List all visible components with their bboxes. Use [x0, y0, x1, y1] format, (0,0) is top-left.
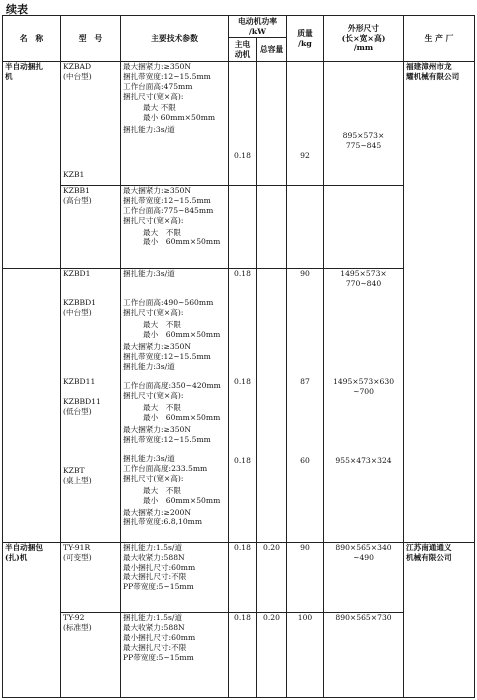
params-cell — [121, 613, 229, 698]
header-power-total: 总容量 — [257, 38, 287, 62]
model-text: TY-92 (标准型) — [63, 613, 92, 633]
param-block — [123, 403, 226, 423]
model-cell — [61, 268, 121, 542]
param-line: 最大 不限 — [143, 320, 181, 330]
param-line: 捆扎能力:1.5s/道 — [123, 542, 183, 552]
maker-cell: 江苏南通通义 机械有限公司 — [404, 542, 475, 697]
model-text: KZBD1 KZBBD1 (中台型) KZBD11 KZBBD11 (低台型) KZBT (桌上型) — [63, 268, 101, 485]
model-cell — [61, 613, 121, 698]
dims-cell: 890×565×340 ~490 — [324, 542, 404, 612]
main-power-cell: 0.18 — [229, 542, 257, 612]
param-block — [123, 486, 226, 506]
param-line: PP带宽度:5~15mm — [123, 582, 194, 592]
maker-cell: 福建漳州市龙 耀机械有限公司 — [404, 62, 475, 543]
main-power-cell — [229, 186, 257, 269]
total-power-cell: 0.20 — [257, 542, 287, 612]
param-line: 最小 60mm×50mm — [143, 495, 221, 505]
param-line — [123, 279, 226, 289]
header-power: 电动机功率 /kW — [229, 16, 287, 38]
params-cell — [121, 186, 229, 269]
params-cell — [121, 268, 229, 542]
total-power-cell: 0.20 — [257, 613, 287, 698]
param-block — [123, 228, 226, 248]
main-power-cell: 0.18 — [229, 62, 257, 186]
dims-cell: 895×573× 775~845 — [324, 62, 404, 186]
product-name-cell: 半自动捆扎 机 — [3, 62, 61, 269]
model-text: TY-91R (可变型) — [63, 542, 92, 562]
param-line: 最小捆扎尺寸:60mm — [123, 562, 196, 572]
mass-cell: 90 87 60 — [287, 268, 324, 542]
header-name: 名 称 — [3, 16, 61, 62]
param-line: 捆扎能力:3s/道 — [123, 125, 175, 135]
param-line: 最大 不限 — [143, 402, 181, 412]
total-power-cell — [257, 268, 287, 542]
params-cell — [121, 62, 229, 186]
param-line: 最大 不限 — [143, 485, 181, 495]
param-block — [123, 508, 226, 528]
param-line: 最小 60mm×50mm — [143, 329, 221, 339]
mass-cell: 90 — [287, 542, 324, 612]
header-mass: 质量 /kg — [287, 16, 324, 62]
model-text: KZBAD (中台型) — [63, 62, 92, 81]
model-cell — [61, 186, 121, 269]
param-block — [123, 425, 226, 484]
param-line: 捆扎带宽度:12~15.5mm — [123, 195, 211, 205]
param-line: 最大收紧力:588N — [123, 552, 185, 562]
param-line: 最小 60mm×50mm — [143, 113, 216, 123]
table-row — [3, 542, 475, 612]
param-line: 捆扎带宽度:12~15.5mm — [123, 434, 211, 444]
param-block — [123, 320, 226, 340]
param-line: 捆扎尺寸(宽×高): — [123, 308, 184, 318]
param-line: 捆扎尺寸(宽×高): — [123, 91, 184, 101]
model-text: KZB1 — [63, 170, 85, 180]
header-model: 型 号 — [61, 16, 121, 62]
total-power-cell — [257, 186, 287, 269]
param-line: 最小 60mm×50mm — [143, 412, 221, 422]
param-line: 最大 不限 — [143, 227, 181, 237]
param-line: 最大捆紧力:≥350N — [123, 341, 192, 351]
param-line: 捆扎带宽度:12~15.5mm — [123, 351, 211, 361]
model-cell — [61, 542, 121, 612]
main-power-cell: 0.18 0.18 0.18 — [229, 268, 257, 542]
mass-cell: 100 — [287, 613, 324, 698]
param-block — [123, 125, 226, 135]
param-line: 工作台面高度:233.5mm — [123, 464, 208, 474]
param-line: 最大捆紧力:≥350N — [123, 424, 192, 434]
param-block — [123, 543, 226, 592]
param-block — [123, 103, 226, 123]
param-line: 工作台面高:475mm — [123, 81, 193, 91]
model-text: KZBB1 (高台型) — [63, 186, 92, 205]
table-row — [3, 62, 475, 186]
param-line: 捆扎能力:1.5s/道 — [123, 613, 183, 623]
dims-cell: 1495×573× 770~840 1495×573×630 ~700 955×473×324 — [324, 268, 404, 542]
param-line — [123, 289, 226, 299]
model-cell — [61, 62, 121, 186]
param-line: 捆扎能力:3s/道 — [123, 361, 175, 371]
param-line: 最大捆扎尺寸:不限 — [123, 642, 187, 652]
total-power-cell — [257, 62, 287, 186]
param-line: 捆扎能力:3s/道 — [123, 268, 175, 278]
param-line: 最大 不限 — [143, 103, 176, 113]
mass-cell — [287, 186, 324, 269]
param-line: 捆扎尺寸(宽×高): — [123, 391, 184, 401]
param-line: 最大收紧力:588N — [123, 623, 185, 633]
param-line: 最大捆紧力:≥200N — [123, 507, 192, 517]
param-block — [123, 342, 226, 401]
param-block — [123, 62, 226, 101]
spec-table — [2, 15, 475, 698]
param-block — [123, 269, 226, 318]
dims-cell — [324, 186, 404, 269]
param-line: 最大捆扎尺寸:不限 — [123, 572, 187, 582]
param-block — [123, 186, 226, 225]
mass-cell: 92 — [287, 62, 324, 186]
header-maker: 生 产 厂 — [404, 16, 475, 62]
param-line — [123, 371, 226, 381]
params-cell — [121, 542, 229, 612]
param-line: 工作台面高:775~845mm — [123, 205, 214, 215]
param-line — [123, 444, 226, 454]
param-line: 捆扎尺寸(宽×高): — [123, 215, 184, 225]
main-power-cell: 0.18 — [229, 613, 257, 698]
param-line: 捆扎带宽度:6.8,10mm — [123, 517, 203, 527]
param-line: 工作台面高度:350~420mm — [123, 381, 221, 391]
param-line: 捆扎尺寸(宽×高): — [123, 474, 184, 483]
param-line: 最大捆紧力:≥350N — [123, 186, 192, 196]
param-line: 最小 60mm×50mm — [143, 237, 221, 247]
product-name-cell — [3, 268, 61, 542]
header-dims: 外形尺寸 (长×宽×高) /mm — [324, 16, 404, 62]
continuation-label: 续表 — [6, 3, 28, 16]
param-line: PP带宽度:5~15mm — [123, 652, 194, 662]
param-line: 捆扎带宽度:12~15.5mm — [123, 71, 211, 81]
param-line: 工作台面高:490~560mm — [123, 298, 214, 308]
param-block — [123, 613, 226, 662]
header-power-main: 主电 动机 — [229, 38, 257, 62]
param-line: 捆扎能力:3s/道 — [123, 454, 175, 464]
param-line: 最大捆紧力:≥350N — [123, 62, 192, 71]
param-line: 最小捆扎尺寸:60mm — [123, 632, 196, 642]
product-name-cell: 半自动捆包 (扎)机 — [3, 542, 61, 697]
header-params: 主要技术参数 — [121, 16, 229, 62]
dims-cell: 890×565×730 — [324, 613, 404, 698]
